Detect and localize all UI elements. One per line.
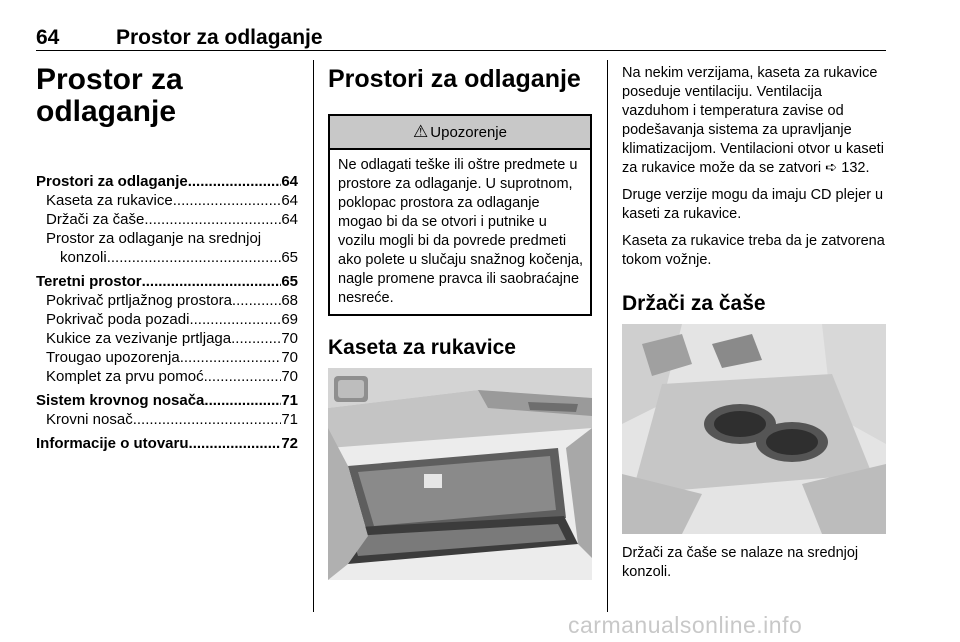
- arrow-ref-icon: ➪: [825, 160, 838, 176]
- toc-entry-label: Komplet za prvu pomoć: [46, 368, 204, 385]
- toc-entry-label: Teretni prostor: [36, 273, 142, 290]
- toc-page-number: 70: [281, 368, 298, 385]
- toc-entry-label: Držači za čaše: [46, 211, 145, 228]
- toc-entry-label: Trougao upozorenja: [46, 349, 180, 366]
- chapter-title: [36, 64, 298, 128]
- toc-page-number: 65: [281, 249, 298, 266]
- section-title: Prostori za odlaganje: [328, 65, 581, 93]
- toc-dot-leader: [107, 248, 282, 267]
- toc-page-number: 71: [281, 392, 298, 409]
- toc-page-number: 68: [281, 292, 298, 309]
- right-column: [622, 64, 886, 590]
- toc-entry-label: Pokrivač poda pozadi: [46, 311, 190, 328]
- toc-section-entry[interactable]: [36, 391, 298, 410]
- ventilation-paragraph: [622, 64, 886, 178]
- toc-dot-leader: [142, 272, 282, 291]
- column-divider-2: [607, 60, 608, 612]
- toc-page-number: 64: [281, 211, 298, 228]
- toc-item-text[interactable]: Prostor za odlaganje na srednjoj: [46, 230, 262, 247]
- toc-page-number: 70: [281, 330, 298, 347]
- toc-entry[interactable]: [36, 348, 298, 367]
- cupholder-heading: Držači za čaše: [622, 292, 766, 315]
- toc-entry[interactable]: [36, 367, 298, 386]
- toc-entry[interactable]: [36, 310, 298, 329]
- header-rule: [36, 50, 886, 51]
- cupholder-paragraph: Držači za čaše se nalaze na srednjoj konzoli.: [622, 545, 859, 580]
- watermark: carmanualsonline.info: [568, 612, 803, 638]
- main-column: [328, 64, 592, 580]
- toc-dot-leader: [204, 367, 282, 386]
- toc-dot-leader: [188, 172, 282, 191]
- toc-page-number: 65: [281, 273, 298, 290]
- table-of-contents: [36, 172, 298, 453]
- toc-entry-label: Sistem krovnog nosača: [36, 392, 205, 409]
- toc-entry-label: Prostori za odlaganje: [36, 173, 188, 190]
- toc-dot-leader: [180, 348, 282, 367]
- warning-triangle-icon: ⚠: [413, 122, 429, 141]
- toc-entry-label: Kaseta za rukavice: [46, 192, 173, 209]
- toc-entry[interactable]: [36, 248, 298, 267]
- page-header: [36, 26, 886, 50]
- glovebox-illustration: [328, 368, 592, 580]
- toc-page-number: 72: [281, 435, 298, 452]
- toc-page-number: 69: [281, 311, 298, 328]
- toc-entry[interactable]: [36, 329, 298, 348]
- toc-page-number: 64: [281, 192, 298, 209]
- warning-header: [330, 116, 590, 150]
- running-title: Prostor za odlaganje: [116, 26, 323, 49]
- warning-text: Ne odlagati teške ili oštre predmete u prostore za odlaganje. U suprotnom, poklopac prostora za odlaganje mogao bi da se otvori i putnike u vozilu mogli bi da povrede predmeti ako polete u slučaju snažnog kočenja, nagle promene pravca ili saobraćajne nesreće.: [338, 157, 584, 306]
- toc-dot-leader: [232, 291, 281, 310]
- toc-dot-leader: [231, 329, 281, 348]
- toc-dot-leader: [173, 191, 282, 210]
- toc-entry-label: Informacije o utovaru: [36, 435, 189, 452]
- toc-section-entry[interactable]: [36, 434, 298, 453]
- toc-dot-leader: [189, 434, 282, 453]
- ventilation-text: Na nekim verzijama, kaseta za rukavice poseduje ventilaciju. Ventilacija vazduhom i temperatura zavise od podešavanja sistema za upravljanje klimatizacijom. Ventilacioni otvor u kaseti za rukavice može da se zatvori: [622, 65, 884, 176]
- toc-page-number: 71: [281, 411, 298, 428]
- closed-while-driving-paragraph: Kaseta za rukavice treba da je zatvorena tokom vožnje.: [622, 233, 885, 268]
- cupholder-illustration: [622, 324, 886, 534]
- toc-column: [36, 64, 298, 453]
- toc-dot-leader: [189, 310, 281, 329]
- chapter-title-line1: Prostor za: [36, 63, 183, 96]
- toc-entry-label: Kukice za vezivanje prtljaga: [46, 330, 232, 347]
- toc-entry-label: konzoli: [60, 249, 107, 266]
- toc-dot-leader: [204, 391, 281, 410]
- toc-entry[interactable]: [36, 191, 298, 210]
- page-reference[interactable]: 132.: [841, 160, 870, 176]
- toc-page-number: 70: [281, 349, 298, 366]
- toc-dot-leader: [133, 410, 282, 429]
- toc-entry[interactable]: [36, 291, 298, 310]
- toc-section-entry[interactable]: [36, 172, 298, 191]
- toc-entry[interactable]: [36, 410, 298, 429]
- cd-player-paragraph: Druge verzije mogu da imaju CD plejer u kaseti za rukavice.: [622, 187, 884, 222]
- page-number: 64: [36, 26, 60, 49]
- toc-page-number: 64: [281, 173, 298, 190]
- warning-box: [328, 114, 592, 316]
- toc-section-entry[interactable]: [36, 272, 298, 291]
- warning-title: Upozorenje: [430, 123, 507, 141]
- toc-entry[interactable]: [36, 210, 298, 229]
- glovebox-heading: Kaseta za rukavice: [328, 336, 516, 359]
- toc-dot-leader: [144, 210, 281, 229]
- toc-entry-label: Pokrivač prtljažnog prostora: [46, 292, 232, 309]
- toc-entry-label: Krovni nosač: [46, 411, 133, 428]
- column-divider-1: [313, 60, 314, 612]
- chapter-title-line2: odlaganje: [36, 95, 177, 128]
